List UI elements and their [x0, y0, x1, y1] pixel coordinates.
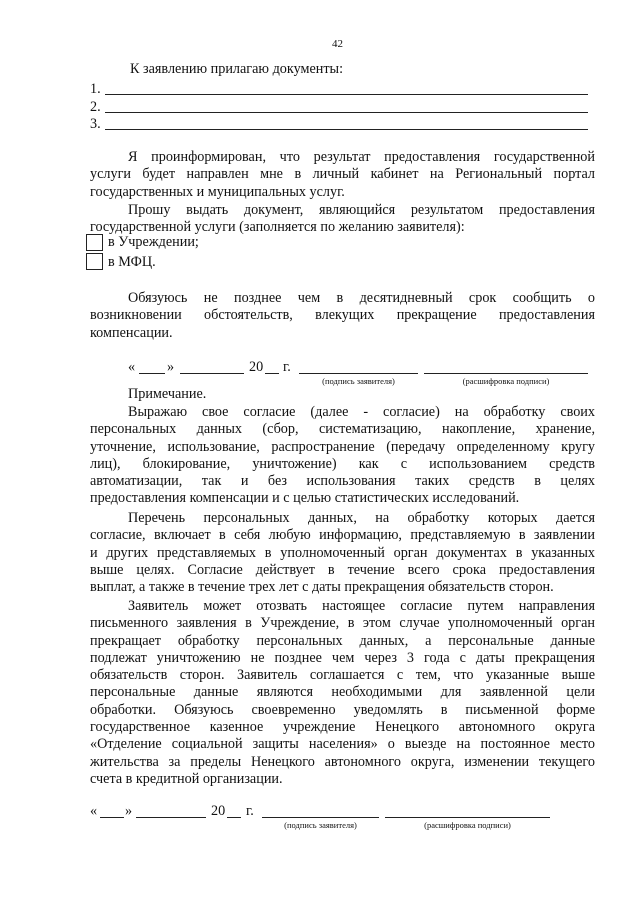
consent-line: автоматизации, так и без использования таких средств в целях [90, 473, 595, 490]
withdrawal-line: государственное казенное учреждение Ненецкого автономного округа [90, 719, 595, 736]
data-list-line: Перечень персональных данных, на обработку которых дается [128, 510, 595, 526]
date-year-suffix: г. [246, 803, 254, 819]
date-open-quote: « [128, 359, 136, 375]
notice-line: услуги будет направлен мне в личный кабинет на Региональный портал [90, 166, 595, 183]
withdrawal-line: Заявитель может отозвать настоящее согласие путем направления [128, 598, 595, 614]
date-month-field[interactable] [180, 373, 244, 374]
signature-caption: (подпись заявителя) [284, 820, 357, 830]
attachment-number-3: 3. [90, 116, 101, 132]
option-institution-checkbox[interactable] [86, 234, 103, 251]
consent-line: Выражаю свое согласие (далее - согласие) на обработку своих [128, 404, 595, 420]
attachment-number-1: 1. [90, 81, 101, 97]
data-list-paragraph [90, 510, 595, 596]
attachment-line-2[interactable] [105, 112, 588, 113]
option-institution-label: в Учреждении; [108, 234, 199, 250]
withdrawal-line: подлежат уничтожению не позднее чем через 3 года с даты прекращения [90, 649, 595, 666]
request-paragraph [90, 202, 595, 237]
withdrawal-line: счета в кредитной организации. [90, 770, 283, 787]
date-close-quote: » [167, 359, 175, 375]
date-day-field[interactable] [139, 373, 165, 374]
notice-line: государственных и муниципальных услуг. [90, 183, 345, 200]
page-number: 42 [332, 38, 343, 50]
obligation-line: Обязуюсь не позднее чем в десятидневный срок сообщить о [128, 290, 595, 306]
notice-line: Я проинформирован, что результат предоставления государственной [128, 149, 595, 165]
withdrawal-line: прекращает обработку персональных данных, а персональные данные [90, 632, 595, 649]
date-day-field[interactable] [100, 817, 124, 818]
data-list-line: выплат, а также в течение трех лет с даты прекращения обязательств сторон. [90, 579, 554, 596]
obligation-line: компенсации. [90, 324, 173, 341]
date-year-prefix: 20 [249, 359, 264, 375]
withdrawal-line: письменного заявления в Учреждение, в этом случае уполномоченный орган [90, 615, 595, 632]
signature-name-caption: (расшифровка подписи) [462, 376, 550, 386]
request-line: государственной услуги (заполняется по желанию заявителя): [90, 219, 465, 236]
signature-caption: (подпись заявителя) [322, 376, 395, 386]
attachments-heading: К заявлению прилагаю документы: [130, 61, 344, 77]
date-close-quote: » [125, 803, 133, 819]
attachment-line-3[interactable] [105, 129, 588, 130]
obligation-paragraph [90, 290, 595, 342]
signature-name-field[interactable] [424, 373, 588, 374]
withdrawal-line: обработки. Обязуюсь своевременно уведомлять в письменной форме [90, 701, 595, 718]
data-list-line: и других представляемых в уполномоченный орган документах в указанных [90, 544, 595, 561]
date-year-prefix: 20 [211, 803, 226, 819]
date-month-field[interactable] [136, 817, 206, 818]
option-mfc-checkbox[interactable] [86, 253, 103, 270]
attachment-number-2: 2. [90, 99, 101, 115]
consent-paragraph [90, 404, 595, 508]
withdrawal-line: обязательств сторон. Заявитель соглашается с тем, что указанные выше [90, 667, 595, 684]
date-open-quote: « [90, 803, 98, 819]
attachment-line-1[interactable] [105, 94, 588, 95]
consent-line: предоставления компенсации и с целью статистических исследований. [90, 490, 520, 507]
withdrawal-line: персональные данные являются необходимыми для заявленной цели [90, 684, 595, 701]
date-year-suffix: г. [283, 359, 291, 375]
applicant-signature-field[interactable] [262, 817, 379, 818]
consent-line: лиц), блокирование, уничтожение) как с использованием средств [90, 455, 595, 472]
withdrawal-line: «Отделение социальной защиты населения» о выезде на постоянное место [90, 736, 595, 753]
note-title: Примечание. [128, 386, 207, 402]
applicant-signature-field[interactable] [299, 373, 418, 374]
signature-name-caption: (расшифровка подписи) [424, 820, 511, 830]
withdrawal-line: жительства за пределы Ненецкого автономного округа, изменении текущего [90, 753, 595, 770]
obligation-line: возникновении обстоятельств, влекущих прекращение предоставления [90, 307, 595, 324]
date-year-field[interactable] [265, 373, 279, 374]
consent-line: уточнение, использование, распространение (передачу определенному кругу [90, 438, 595, 455]
withdrawal-paragraph [90, 598, 595, 788]
data-list-line: согласие, включает в себя любую информацию, представляемую в заявлении [90, 527, 595, 544]
notice-paragraph [90, 149, 595, 201]
option-mfc-label: в МФЦ. [108, 254, 156, 270]
signature-name-field[interactable] [385, 817, 550, 818]
data-list-line: выше целях. Согласие действует в течение всего срока предоставления [90, 561, 595, 578]
request-line: Прошу выдать документ, являющийся результатом предоставления [128, 202, 595, 218]
date-year-field[interactable] [227, 817, 241, 818]
consent-line: персональных данных (сбор, систематизацию, накопление, хранение, [90, 421, 595, 438]
